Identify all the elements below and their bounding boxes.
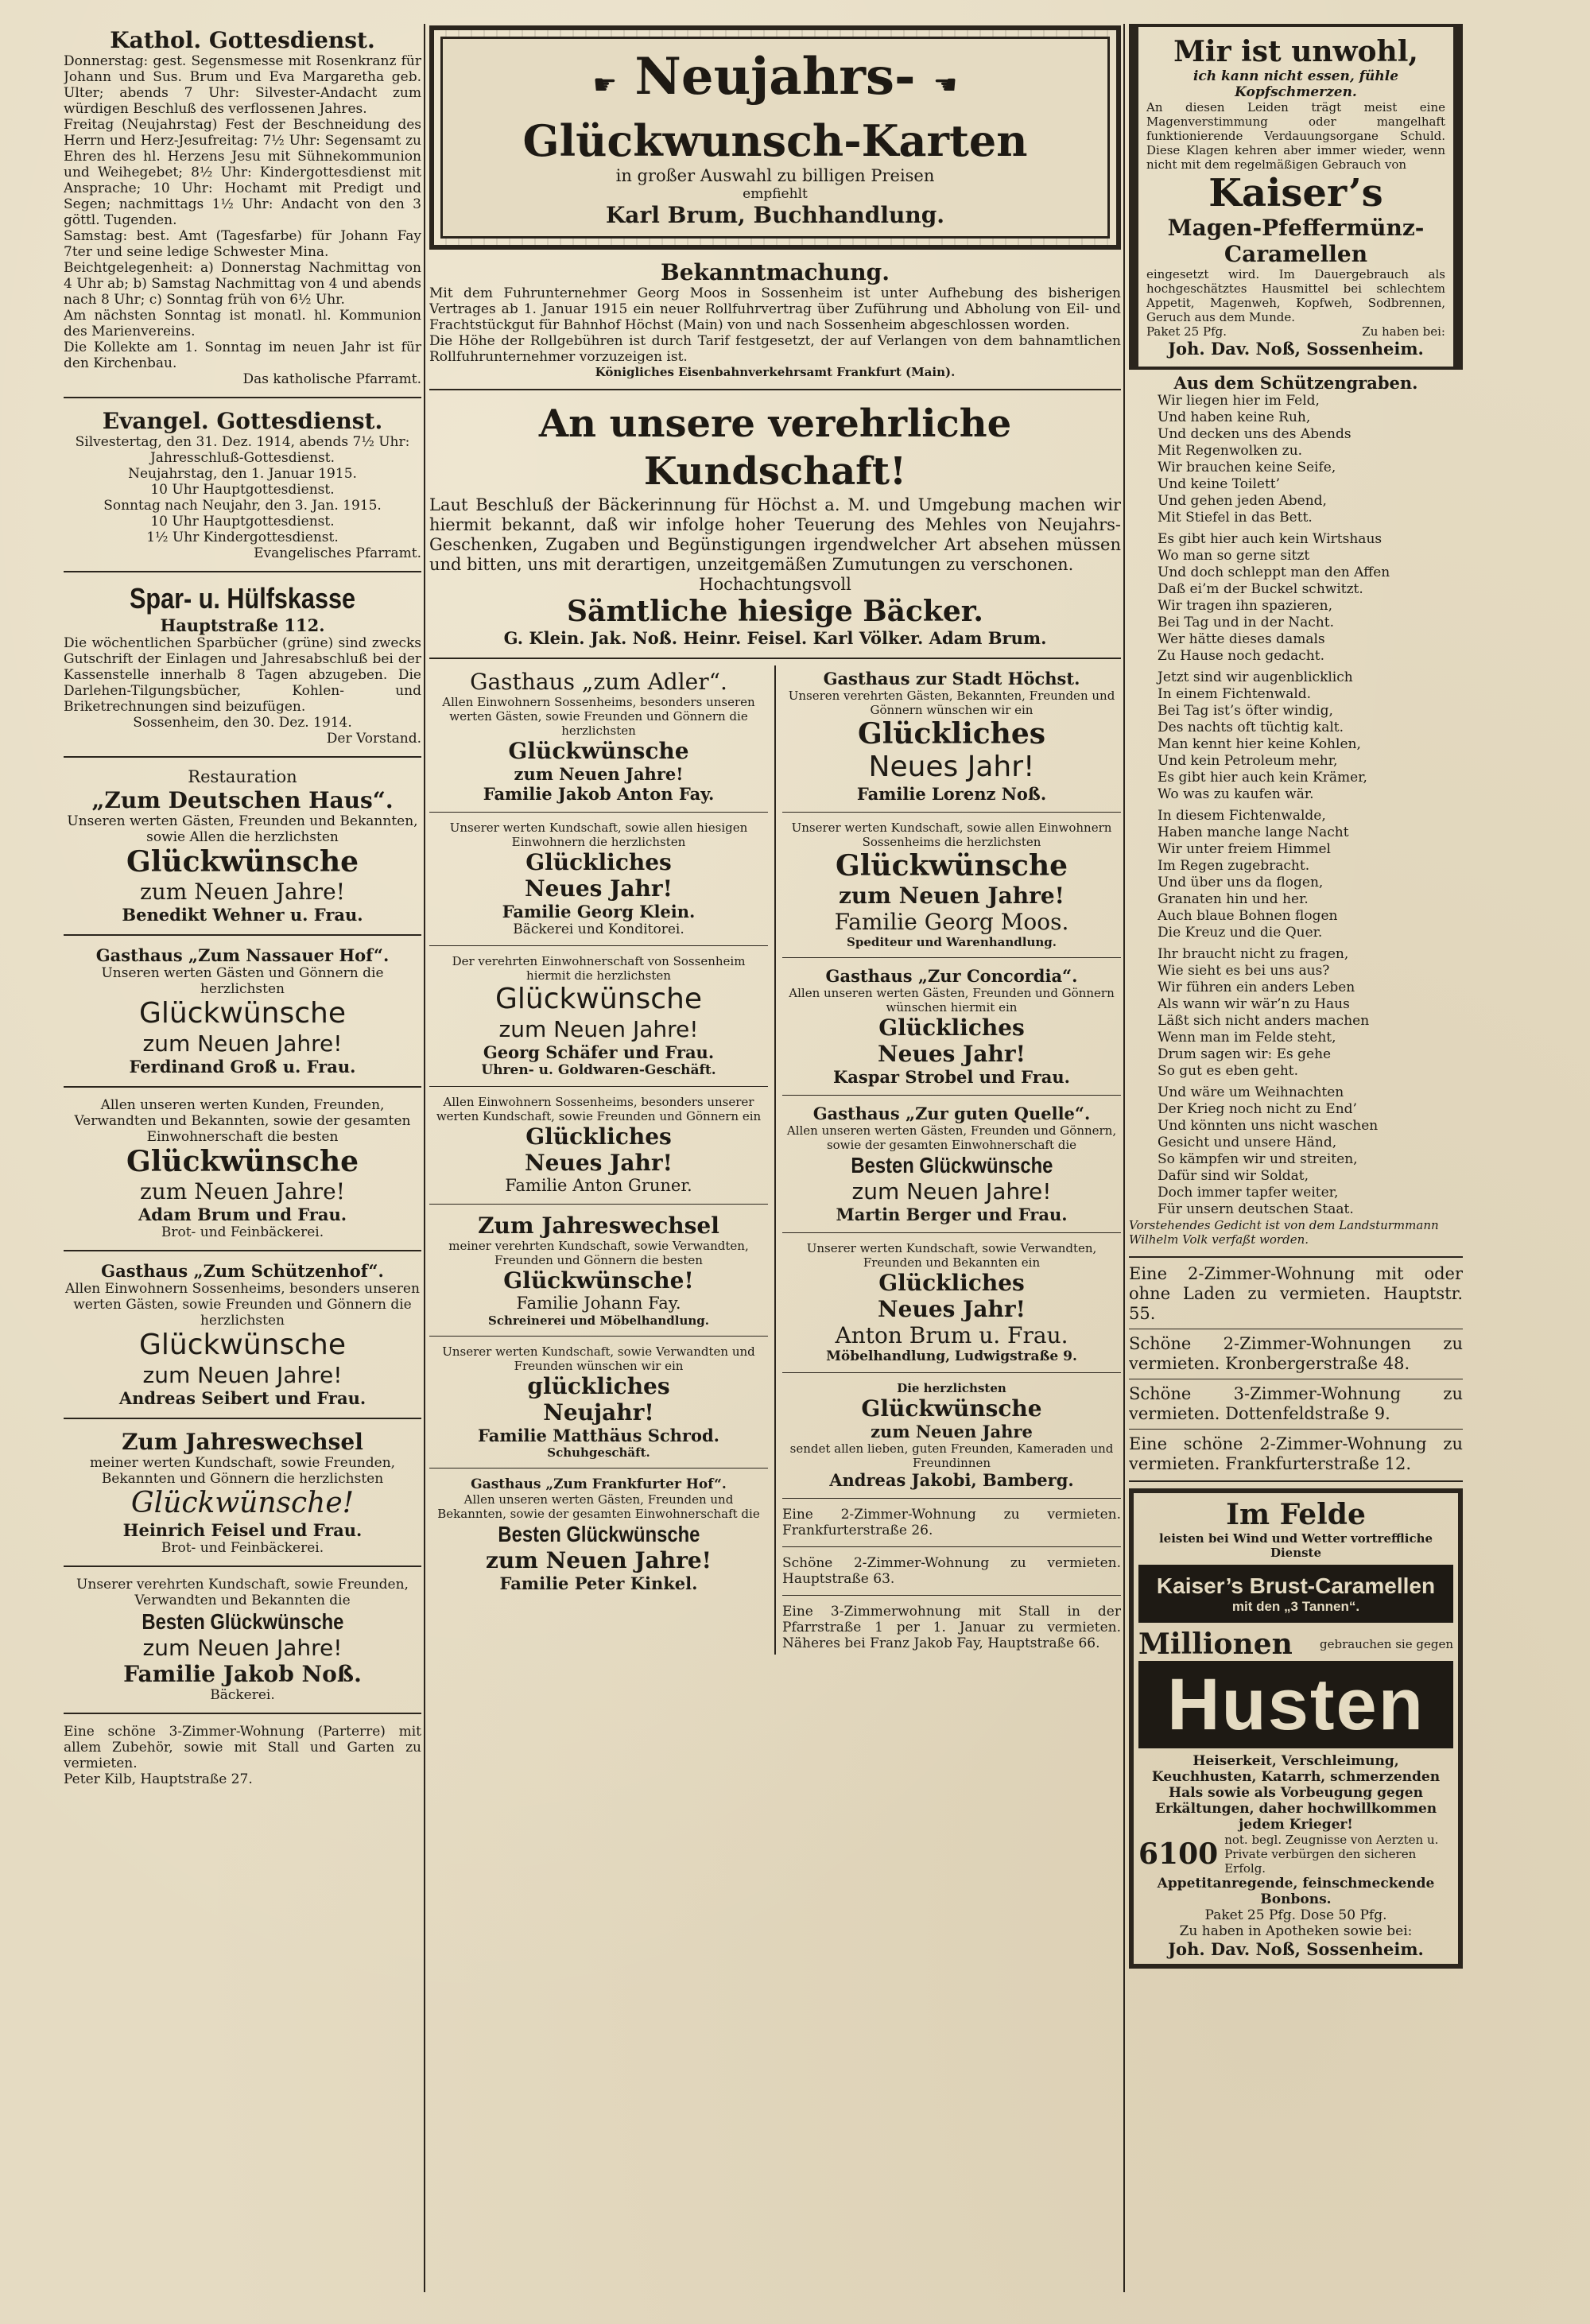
divider <box>782 1232 1121 1233</box>
line: Silvestertag, den 31. Dez. 1914, abends 7½ Uhr: Jahresschluß-Gottesdienst. <box>75 434 410 466</box>
title: Zum Jahreswechsel <box>478 1212 719 1239</box>
signer: Familie Jakob Noß. <box>123 1661 362 1687</box>
subtitle: in großer Auswahl zu billigen Preisen <box>615 166 935 185</box>
poem-line: Wie sieht es bei uns aus? <box>1158 963 1330 979</box>
poem-line: Es gibt hier auch kein Wirtshaus <box>1158 531 1383 547</box>
greeting: Glückwünsche <box>495 983 702 1015</box>
poem-line: Auch blaue Bohnen flogen <box>1158 908 1338 924</box>
greeting-ad <box>782 1378 1121 1493</box>
kathol-notice <box>64 24 421 390</box>
body: Allen unseren werten Kunden, Freunden, Verwandten und Bekannten, sowie der gesamten Einwohnerschaft die besten <box>74 1097 411 1145</box>
greeting: Besten Glückwünsche <box>851 1153 1053 1178</box>
greeting-ad <box>429 951 768 1081</box>
poem-line: In einem Fichtenwald. <box>1158 686 1312 702</box>
signer: Familie Johann Fay. <box>516 1294 681 1313</box>
body: An diesen Leiden trägt meist eine Magenverstimmung oder mangelhaft funktionierende Verdauungsorgane Schuld. Diese Klagen kehren aber immer wieder, wenn nicht mit dem regelmäßigen Gebrauch von <box>1146 100 1445 172</box>
signer: Heinrich Feisel und Frau. <box>122 1520 363 1540</box>
poem-line: Ihr braucht nicht zu fragen, <box>1158 946 1349 962</box>
greeting: Glückwünsche <box>126 1145 359 1178</box>
signer: Ferdinand Groß u. Frau. <box>129 1057 356 1077</box>
signer: Benedikt Wehner u. Frau. <box>122 905 363 925</box>
greeting: glückliches <box>527 1373 670 1399</box>
husten-ad <box>1129 1488 1463 1969</box>
greeting: Glückwünsche <box>508 738 689 764</box>
divider <box>64 1250 421 1251</box>
classified-ad <box>782 1552 1121 1590</box>
date: Sossenheim, den 30. Dez. 1914. <box>133 715 352 731</box>
poem-line: Und haben keine Ruh, <box>1158 409 1311 425</box>
line: 10 Uhr Hauptgottesdienst. <box>150 482 335 498</box>
body: Heiserkeit, Verschleimung, Keuchhusten, Katarrh, schmerzenden Hals sowie als Vorbeugung gegen Erkältungen, daher hochwillkommen jedem Krieger! <box>1151 1753 1441 1833</box>
subline: gebrauchen sie gegen <box>1320 1637 1453 1651</box>
greeting-line: zum Neuen Jahre! <box>486 1547 712 1573</box>
poem-line: Und über uns da flogen, <box>1158 875 1324 890</box>
greeting-line: zum Neuen Jahre! <box>139 879 345 905</box>
greeting: Glückliches <box>857 717 1046 751</box>
classified-ad <box>782 1600 1121 1655</box>
poem-line: Zu Hause noch gedacht. <box>1158 648 1324 664</box>
poem-line: Granaten hin und her. <box>1158 891 1309 907</box>
greeting-ad <box>64 942 421 1080</box>
paragraph: Die wöchentlichen Sparbücher (grüne) sind zwecks Gutschrift der Einlagen und Jahresabschluß bei der Kassenstelle innerhalb 8 Tagen abzugeben. Die Darlehen-Tilgungsbücher, Kohlen- und Briketrechnungen sind beizufügen. <box>64 635 421 715</box>
paragraph: Die Höhe der Rollgebühren ist durch Tarif festgesetzt, der auf Verlangen von dem bahnamtlichen Rollfuhrunternehmer vorzuzeigen ist. <box>429 333 1121 365</box>
divider <box>64 1565 421 1567</box>
signer: Karl Brum, Buchhandlung. <box>605 202 945 228</box>
greeting-line: zum Neuen Jahre! <box>142 1362 343 1388</box>
signer: Familie Peter Kinkel. <box>499 1573 698 1593</box>
classified-ad <box>782 1503 1121 1542</box>
poem-line: Wir brauchen keine Seife, <box>1158 460 1336 475</box>
title: Gasthaus zur Stadt Höchst. <box>823 669 1080 689</box>
paragraph: Donnerstag: gest. Segensmesse mit Rosenkranz für Johann und Sus. Brum und Eva Margaretha geb. Ulter; abends 7 Uhr: Silvester-Andacht zum würdigen Beschluß des verflossenen Jahres. <box>64 53 421 117</box>
body: eingesetzt wird. Im Dauergebrauch als hochgeschätztes Hausmittel bei schlechtem Appetit, Magenweh, Kopfweh, Sodbrennen, Geruch aus dem Munde. <box>1146 267 1445 324</box>
title: Zum Jahreswechsel <box>122 1429 363 1455</box>
brand: Kaiser’s <box>1208 171 1383 215</box>
title-line: Glückwunsch-Karten <box>522 115 1028 166</box>
signature: Das katholische Pfarramt. <box>242 371 421 387</box>
poem-line: Mit Stiefel in das Bett. <box>1158 510 1313 526</box>
poem-line: Und doch schleppt man den Affen <box>1158 565 1390 580</box>
greeting-ad <box>64 1573 421 1706</box>
poem-line: Wer hätte dieses damals <box>1158 631 1325 647</box>
greeting-line: zum Neuen Jahre! <box>142 1635 343 1661</box>
divider <box>64 397 421 398</box>
divider <box>429 1086 768 1087</box>
paragraph: Mit dem Fuhrunternehmer Georg Moos in Sossenheim ist unter Aufhebung des bisherigen Vertrages ab 1. Januar 1915 ein neuer Rollfuhrvertrag über Zuführung und Abholung von Eil- und Frachtstückgut für Bahnhof Höchst (Main) von und nach Sossenheim abgeschlossen worden. <box>429 285 1121 333</box>
title: Gasthaus „Zum Schützenhof“. <box>101 1261 384 1281</box>
greeting: Besten Glückwünsche <box>142 1609 343 1634</box>
subline: Schuhgeschäft. <box>547 1445 650 1460</box>
greeting-subcol-right <box>774 665 1121 1655</box>
poem-line: Wenn man im Felde steht, <box>1158 1030 1336 1046</box>
body: Unseren verehrten Gästen, Bekannten, Freunden und Gönnern wünschen wir ein <box>788 689 1115 717</box>
poem-body <box>1129 393 1463 1218</box>
body: Unserer werten Kundschaft, sowie Verwandten, Freunden und Bekannten ein <box>806 1241 1097 1270</box>
poem-line: Gesicht und unsere Händ, <box>1158 1135 1337 1150</box>
greeting: Glückliches <box>525 1123 672 1150</box>
poem-line: Bei Tag ist’s öfter windig, <box>1158 703 1333 719</box>
signer: Andreas Jakobi, Bamberg. <box>829 1470 1074 1490</box>
divider <box>1129 1256 1463 1258</box>
poem-line: Jetzt sind wir augenblicklich <box>1158 669 1353 685</box>
greeting-line: zum Neuen Jahre! <box>851 1178 1052 1205</box>
poem-line: Doch immer tapfer weiter, <box>1158 1185 1339 1201</box>
poem-line: In diesem Fichtenwalde, <box>1158 808 1326 824</box>
neujahr-card-ad <box>429 25 1121 250</box>
poem-line: Wir unter freiem Himmel <box>1158 841 1331 857</box>
greeting-ad <box>64 1426 421 1559</box>
paragraph: Samstag: best. Amt (Tagesfarbe) für Johann Fay 7ter und seine ledige Schwester Mina. <box>64 228 421 260</box>
title: Gasthaus „Zum Frankfurter Hof“. <box>471 1476 727 1492</box>
body: Der verehrten Einwohnerschaft von Sossenheim hiermit die herzlichsten <box>452 954 746 983</box>
price: Paket 25 Pfg. Dose 50 Pfg. <box>1204 1907 1387 1923</box>
poem-line: Und gehen jeden Abend, <box>1158 493 1327 509</box>
greeting: Glückliches <box>525 849 672 875</box>
greeting: Glückwünsche <box>126 845 359 879</box>
body: Eine 3-Zimmerwohnung mit Stall in der Pfarrstraße 1 per 1. Januar zu vermieten. Näheres bei Franz Jakob Fay, Hauptstraße 66. <box>782 1604 1121 1651</box>
signer: Familie Matthäus Schrod. <box>477 1426 719 1445</box>
husten-text: Husten <box>1167 1664 1425 1745</box>
body: Unserer werten Kundschaft, sowie allen Einwohnern Sossenheims die herzlichsten <box>791 821 1112 849</box>
greeting-line: zum Neuen Jahre! <box>514 764 684 784</box>
poem-line: Es gibt hier auch kein Krämer, <box>1158 770 1367 786</box>
subline: Brot- und Feinbäckerei. <box>161 1224 324 1240</box>
greeting-ad <box>782 1238 1121 1368</box>
divider <box>64 1086 421 1088</box>
heading: Spar- u. Hülfskasse <box>129 582 356 615</box>
husten-banner <box>1138 1661 1453 1748</box>
poem-note: Vorstehendes Gedicht ist von dem Landsturmmann Wilhelm Volk verfaßt worden. <box>1129 1218 1439 1247</box>
poem-line: Für unsern deutschen Staat. <box>1158 1201 1354 1217</box>
body: sendet allen lieben, guten Freunden, Kameraden und Freundinnen <box>789 1441 1114 1470</box>
evangel-notice <box>64 405 421 565</box>
body: Eine schöne 3-Zimmer-Wohnung (Parterre) mit allem Zubehör, sowie mit Stall und Garten zu vermieten. <box>64 1724 421 1771</box>
greeting-line: zum Neuen Jahre! <box>839 883 1065 909</box>
signature: Der Vorstand. <box>326 731 421 747</box>
heading: Evangel. Gottesdienst. <box>102 408 383 434</box>
divider <box>429 945 768 946</box>
spar-notice <box>64 579 421 750</box>
brand: Kaiser’s Brust-Caramellen <box>1156 1573 1436 1598</box>
poem-line: Und könnten uns nicht waschen <box>1158 1118 1379 1134</box>
kundschaft-notice <box>429 397 1121 651</box>
greeting-ad <box>429 665 768 807</box>
poem-line: Drum sagen wir: Es gehe <box>1158 1046 1332 1062</box>
signer: Andreas Seibert und Frau. <box>118 1388 366 1408</box>
body: Unserer verehrten Kundschaft, sowie Freunden, Verwandten und Bekannten die <box>76 1577 409 1608</box>
availability: Zu haben in Apotheken sowie bei: <box>1179 1923 1413 1939</box>
greeting-line: zum Neuen Jahre! <box>498 1016 699 1042</box>
column-right <box>1129 24 1463 2292</box>
pointing-hand-icon: ☚ <box>933 69 958 101</box>
paragraph: Laut Beschluß der Bäckerinnung für Höchst a. M. und Umgebung machen wir hiermit bekannt, daß wir infolge hoher Teuerung des Mehles von Neujahrs-Geschenken, Zugaben und Begünstigungen irgendwelcher Art absehen müssen und bitten, uns mit derartigen, unzeitgemäßen Zumutungen zu verschonen. <box>429 495 1121 574</box>
greeting-ad <box>64 1258 421 1411</box>
divider <box>1129 1429 1463 1430</box>
heading: Kathol. Gottesdienst. <box>110 27 375 53</box>
divider <box>782 812 1121 813</box>
poem-line: So kämpfen wir und streiten, <box>1158 1151 1358 1167</box>
poem-line: Wo man so gerne sitzt <box>1158 548 1310 564</box>
poem-line: Und kein Petroleum mehr, <box>1158 753 1338 769</box>
signer: Anton Brum u. Frau. <box>835 1322 1068 1348</box>
body: Unseren werten Gästen, Freunden und Bekannten, sowie Allen die herzlichsten <box>67 813 418 845</box>
title: Mir ist unwohl, <box>1173 35 1418 68</box>
tagline: mit den „3 Tannen“. <box>1231 1599 1360 1614</box>
greeting: Glückwünsche! <box>503 1267 694 1294</box>
greeting-ad <box>64 764 421 928</box>
signer: Adam Brum und Frau. <box>138 1205 347 1224</box>
signer: Joh. Dav. Noß, Sossenheim. <box>1168 339 1424 359</box>
divider <box>782 957 1121 958</box>
names: G. Klein. Jak. Noß. Heinr. Feisel. Karl Völker. Adam Brum. <box>503 628 1047 648</box>
divider <box>64 934 421 936</box>
greeting: Glückwünsche <box>139 1329 346 1361</box>
testimonial-count: 6100 <box>1138 1837 1219 1871</box>
divider <box>429 1336 768 1337</box>
title-line: Neujahrs- <box>634 47 916 107</box>
poem-line: Wir führen ein anders Leben <box>1158 980 1355 995</box>
signer: Familie Anton Gruner. <box>505 1176 692 1195</box>
pointing-hand-icon: ☛ <box>592 69 618 101</box>
poem-line: Wir liegen hier im Feld, <box>1158 393 1320 409</box>
column-rule <box>1123 24 1125 2292</box>
greeting-ad <box>64 1094 421 1243</box>
divider <box>429 1204 768 1205</box>
divider <box>782 1095 1121 1096</box>
classified-ad: Eine schöne 2-Zimmer-Wohnung zu vermieten. Frankfurterstraße 12. <box>1129 1434 1463 1473</box>
poem-line: Bei Tag und in der Nacht. <box>1158 615 1334 630</box>
divider <box>429 1468 768 1469</box>
title: „Zum Deutschen Haus“. <box>91 787 394 813</box>
title: Im Felde <box>1226 1498 1366 1531</box>
divider <box>429 812 768 813</box>
body: Allen Einwohnern Sossenheims, besonders unseren werten Gästen, sowie Freunden und Gönnern die herzlichsten <box>65 1281 420 1329</box>
divider <box>782 1372 1121 1373</box>
body: Allen unseren werten Gästen, Freunden und Gönnern wünschen hiermit ein <box>789 986 1115 1015</box>
divider <box>429 658 1121 659</box>
greeting-line: Neues Jahr! <box>878 1041 1026 1067</box>
subline: Spediteur und Warenhandlung. <box>847 935 1057 949</box>
column-left <box>64 24 421 2292</box>
poem-line: Daß ei’m der Buckel schwitzt. <box>1158 581 1363 597</box>
divider <box>64 1418 421 1419</box>
divider <box>64 1713 421 1714</box>
greeting-line: zum Neuen Jahre! <box>139 1178 345 1205</box>
greeting: Glückwünsche <box>139 997 346 1030</box>
poem-line: Des nachts oft tüchtig kalt. <box>1158 720 1344 735</box>
greeting-ad <box>429 1092 768 1199</box>
poem-line: Und keine Toilett’ <box>1158 476 1281 492</box>
line: 1½ Uhr Kindergottesdienst. <box>146 530 339 545</box>
kicker: Die herzlichsten <box>897 1381 1006 1395</box>
greeting-line: Neues Jahr! <box>525 875 673 902</box>
signature: Königliches Eisenbahnverkehrsamt Frankfurt (Main). <box>595 365 956 379</box>
signer: Familie Jakob Anton Fay. <box>483 784 715 804</box>
body: Eine 2-Zimmer-Wohnung zu vermieten. Frankfurterstraße 26. <box>782 1507 1121 1538</box>
column-rule <box>424 24 425 2292</box>
line: 10 Uhr Hauptgottesdienst. <box>150 514 335 530</box>
body: Allen unseren werten Gästen, Freunden und Bekannten, sowie der gesamten Einwohnerschaft die <box>437 1492 760 1521</box>
subline: Uhren- u. Goldwaren-Geschäft. <box>481 1062 716 1078</box>
divider <box>64 571 421 572</box>
greeting-ad <box>782 817 1121 952</box>
body: Allen unseren werten Gästen, Freunden und Gönnern, sowie der gesamten Einwohnerschaft die <box>786 1123 1117 1152</box>
greeting-line: Neujahr! <box>543 1399 654 1426</box>
greeting: Hochachtungsvoll <box>699 575 851 594</box>
paragraph: Am nächsten Sonntag ist monatl. hl. Kommunion des Marienvereins. <box>64 308 421 339</box>
greeting: Glückliches <box>878 1270 1025 1296</box>
divider <box>64 756 421 758</box>
unwohl-ad <box>1129 24 1463 370</box>
divider <box>782 1498 1121 1499</box>
greeting: Glückwünsche <box>835 849 1068 883</box>
classified-ad: Eine 2-Zimmer-Wohnung mit oder ohne Laden zu vermieten. Hauptstr. 55. <box>1129 1264 1463 1323</box>
poem-line: Als wann wir wär’n zu Haus <box>1158 996 1350 1012</box>
signer: Kaspar Strobel und Frau. <box>833 1067 1070 1087</box>
greeting-ad <box>429 1473 768 1597</box>
body: meiner werten Kundschaft, sowie Freunden, Bekannten und Gönnern die herzlichsten <box>89 1455 396 1487</box>
subtitle: leisten bei Wind und Wetter vortreffliche Dienste <box>1158 1531 1433 1560</box>
signature: Evangelisches Pfarramt. <box>254 545 421 561</box>
poem-line: Dafür sind wir Soldat, <box>1158 1168 1309 1184</box>
poem <box>1129 370 1463 1250</box>
poem-line: Der Krieg noch nicht zu End’ <box>1158 1101 1357 1117</box>
title: Gasthaus „Zur guten Quelle“. <box>812 1104 1091 1123</box>
line: Sonntag nach Neujahr, den 3. Jan. 1915. <box>103 498 382 514</box>
signer: Familie Georg Moos. <box>834 909 1069 935</box>
greeting: Glückwünsche <box>861 1395 1042 1422</box>
subtitle: ich kann nicht essen, fühle Kopfschmerzen. <box>1192 68 1399 100</box>
column-center <box>429 24 1121 2292</box>
poem-line: Man kennt hier keine Kohlen, <box>1158 736 1361 752</box>
signer: Familie Lorenz Noß. <box>856 784 1047 804</box>
title: Gasthaus „Zum Nassauer Hof“. <box>95 945 390 965</box>
greeting-ad <box>429 1341 768 1463</box>
subheading: Hauptstraße 112. <box>160 615 325 635</box>
availability: Zu haben bei: <box>1362 324 1445 339</box>
title: Gasthaus „zum Adler“. <box>470 669 727 695</box>
line: Neujahrstag, den 1. Januar 1915. <box>128 466 357 482</box>
poem-line: Wo was zu kaufen wär. <box>1158 786 1314 802</box>
greeting-line: Neues Jahr! <box>868 751 1035 783</box>
product: Magen-Pfeffermünz-Caramellen <box>1167 215 1425 267</box>
signer: Joh. Dav. Noß, Sossenheim. <box>1168 1939 1424 1959</box>
body: Allen Einwohnern Sossenheims, besonders unseren werten Gästen, sowie Freunden und Gönnern die herzlichsten <box>442 695 755 738</box>
poem-line: Und decken uns des Abends <box>1158 426 1352 442</box>
subline: Bäckerei und Konditorei. <box>513 921 684 937</box>
greeting-line: Neues Jahr! <box>525 1150 673 1176</box>
subline: Brot- und Feinbäckerei. <box>161 1540 324 1556</box>
greeting: Glückwünsche! <box>130 1487 355 1519</box>
subline: Möbelhandlung, Ludwigstraße 9. <box>826 1348 1077 1364</box>
poem-line: Läßt sich nicht anders machen <box>1158 1013 1370 1029</box>
millionen: Millionen <box>1138 1628 1293 1661</box>
greeting-subcol-left <box>429 665 774 1655</box>
body: Allen Einwohnern Sossenheims, besonders unserer werten Kundschaft, sowie Freunden und Gönnern ein <box>436 1095 762 1123</box>
greeting-grid <box>429 665 1121 1655</box>
body: Schöne 2-Zimmer-Wohnung zu vermieten. Hauptstraße 63. <box>782 1555 1121 1587</box>
greeting-ad <box>429 817 768 941</box>
kicker: Restauration <box>188 767 297 786</box>
body: meiner verehrten Kundschaft, sowie Verwandten, Freunden und Gönnern die besten <box>448 1239 749 1267</box>
greeting-ad <box>782 665 1121 807</box>
greeting: Besten Glückwünsche <box>498 1522 700 1546</box>
subline: Bäckerei. <box>210 1687 275 1703</box>
heading: Bekanntmachung. <box>661 259 890 285</box>
classified-ad: Schöne 2-Zimmer-Wohnungen zu vermieten. Kronbergerstraße 48. <box>1129 1334 1463 1373</box>
poem-line: Wir tragen ihn spazieren, <box>1158 598 1333 614</box>
classified-ad <box>64 1721 421 1791</box>
body: Unserer werten Kundschaft, sowie allen hiesigen Einwohnern die herzlichsten <box>449 821 748 849</box>
greeting-line: zum Neuen Jahre! <box>142 1030 343 1057</box>
greeting-line: zum Neuen Jahre <box>871 1422 1033 1441</box>
greeting: Glückliches <box>878 1015 1025 1041</box>
price: Paket 25 Pfg. <box>1146 324 1227 339</box>
paragraph: Beichtgelegenheit: a) Donnerstag Nachmittag von 4 Uhr ab; b) Samstag Nachmittag von 4 und abends nach 8 Uhr; c) Sonntag früh von 6½ Uhr. <box>64 260 421 308</box>
paragraph: Die Kollekte am 1. Sonntag im neuen Jahr ist für den Kirchenbau. <box>64 339 421 371</box>
signer: Martin Berger und Frau. <box>836 1205 1068 1224</box>
poem-line: So gut es eben geht. <box>1158 1063 1299 1079</box>
divider <box>429 389 1121 390</box>
paragraph: Freitag (Neujahrstag) Fest der Beschneidung des Herrn und Herz-Jesufreitag: 7½ Uhr: Segensamt zu Ehren des hl. Herzens Jesu mit Sühnekommunion und Weihegebet; 8½ Uhr: Kindergottesdienst mit Ansprache; 10 Uhr: Hochamt mit Predigt und Segen; nachmittags 1½ Uhr: Andacht von den 3 göttl. Tugenden. <box>64 117 421 228</box>
greeting-ad <box>782 1100 1121 1228</box>
brand-badge <box>1138 1565 1453 1623</box>
subline: Schreinerei und Möbelhandlung. <box>488 1313 709 1328</box>
signer: Sämtliche hiesige Bäcker. <box>567 595 983 628</box>
poem-title: Aus dem Schützengraben. <box>1173 373 1418 393</box>
tagline: Appetitanregende, feinschmeckende Bonbons. <box>1157 1876 1435 1907</box>
greeting-ad <box>782 963 1121 1090</box>
body: Unserer werten Kundschaft, sowie Verwandten und Freunden wünschen wir ein <box>442 1344 755 1373</box>
divider <box>782 1546 1121 1547</box>
signer: Georg Schäfer und Frau. <box>483 1042 715 1062</box>
body: Unseren werten Gästen und Gönnern die herzlichsten <box>101 965 384 997</box>
bekanntmachung <box>429 256 1121 382</box>
testimonial-text: not. begl. Zeugnisse von Aerzten u. Private verbürgen den sicheren Erfolg. <box>1224 1833 1439 1876</box>
poem-line: Im Regen zugebracht. <box>1158 858 1310 874</box>
signer: Peter Kilb, Hauptstraße 27. <box>64 1771 253 1787</box>
divider <box>1129 1480 1463 1482</box>
poem-line: Haben manche lange Nacht <box>1158 824 1349 840</box>
greeting-line: Neues Jahr! <box>878 1296 1026 1322</box>
heading: An unsere verehrliche Kundschaft! <box>538 402 1012 494</box>
poem-line: Die Kreuz und die Quer. <box>1158 925 1323 941</box>
title: Gasthaus „Zur Concordia“. <box>825 966 1078 986</box>
divider <box>782 1595 1121 1596</box>
poem-line: Und wäre um Weihnachten <box>1158 1084 1344 1100</box>
greeting-ad <box>429 1209 768 1331</box>
poem-line: Mit Regenwolken zu. <box>1158 443 1303 459</box>
classified-ad: Schöne 3-Zimmer-Wohnung zu vermieten. Dottenfeldstraße 9. <box>1129 1384 1463 1423</box>
signer: Familie Georg Klein. <box>502 902 696 921</box>
subtitle: empfiehlt <box>743 186 808 202</box>
